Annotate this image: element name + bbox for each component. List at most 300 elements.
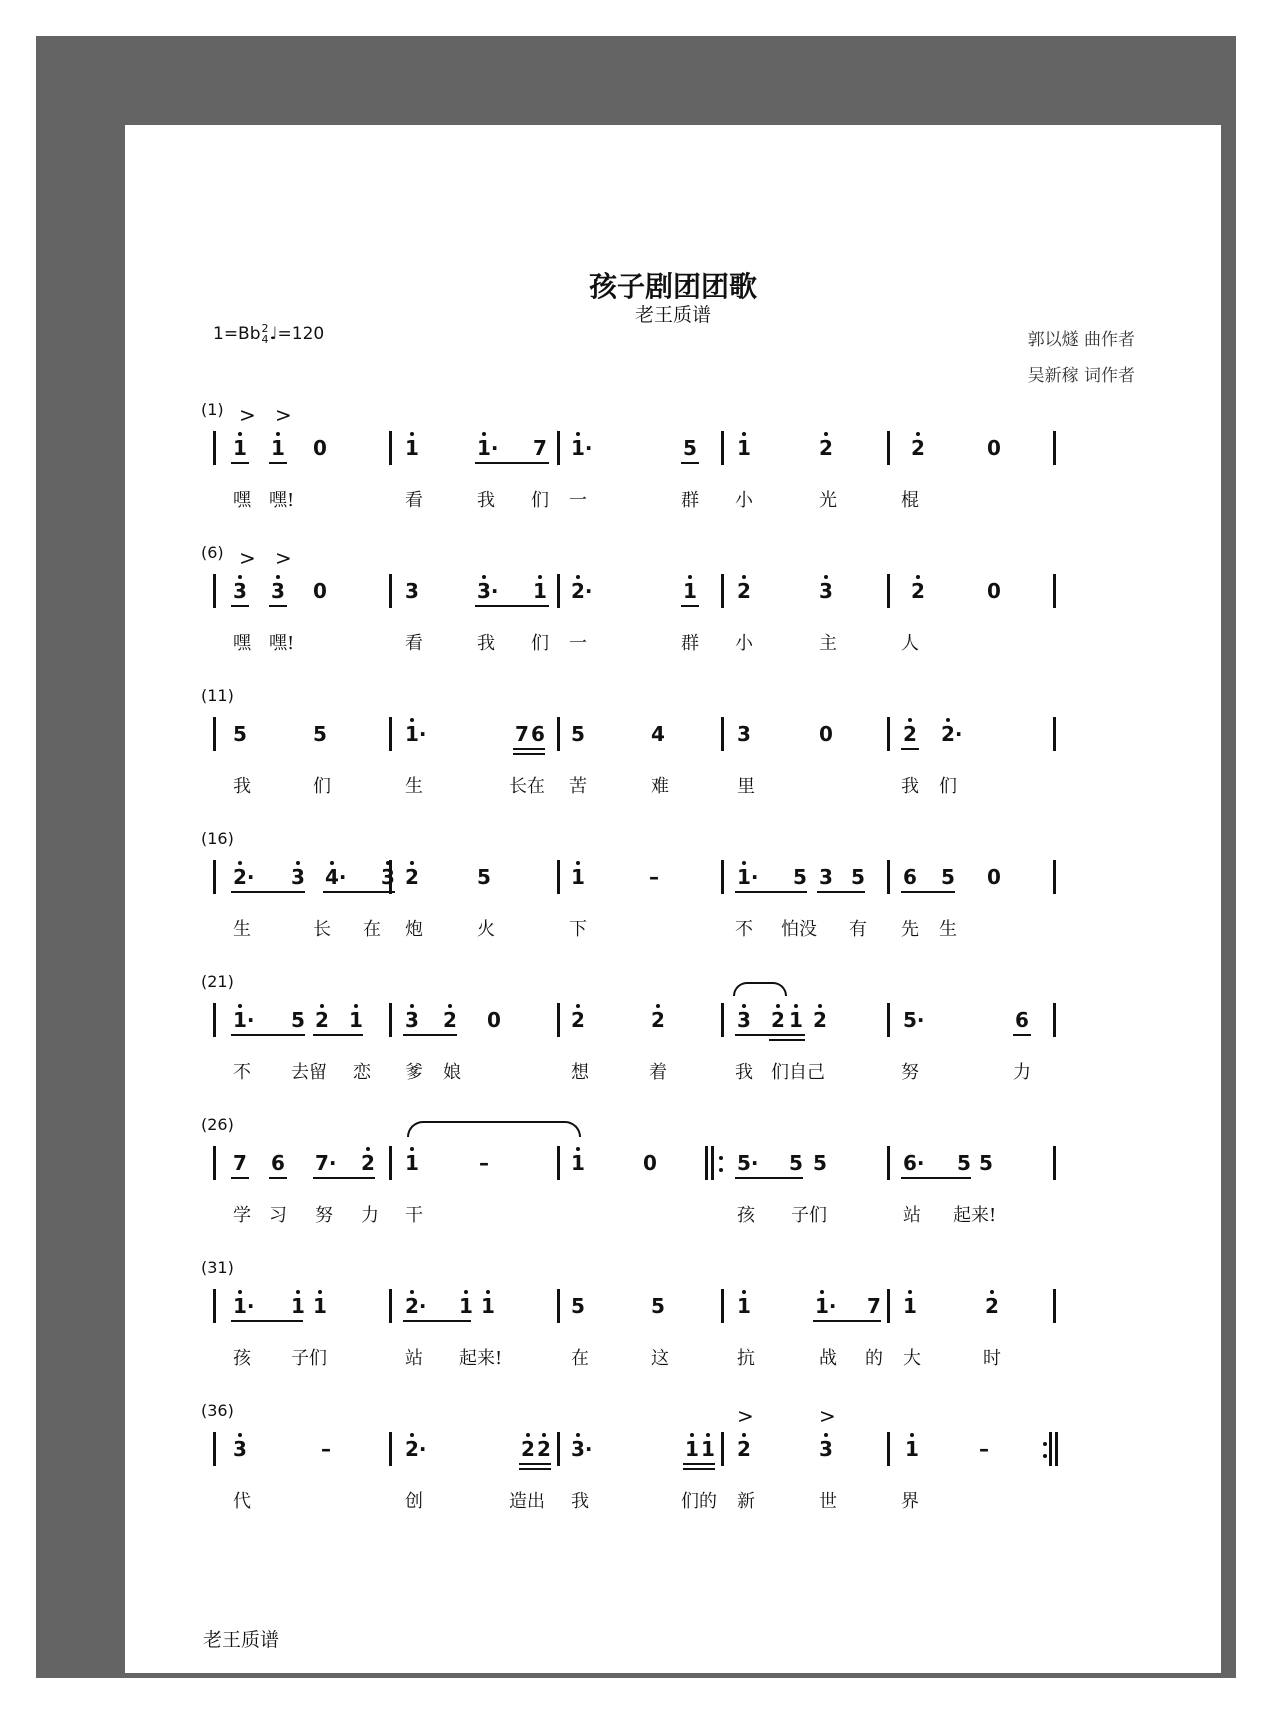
octave-dot bbox=[820, 1290, 824, 1294]
note: 3 bbox=[405, 1008, 419, 1032]
barline bbox=[721, 1003, 724, 1037]
lyric: 这 bbox=[651, 1348, 669, 1369]
note: 5 bbox=[793, 865, 807, 889]
lyric: 力 bbox=[361, 1205, 379, 1226]
note: 3 bbox=[381, 865, 395, 889]
lyric: 群 bbox=[681, 633, 699, 654]
note: 3 bbox=[291, 865, 305, 889]
barline bbox=[213, 1003, 216, 1037]
barline bbox=[213, 860, 216, 894]
note: 4· bbox=[325, 865, 347, 889]
lyric: 习 bbox=[269, 1205, 287, 1226]
barline bbox=[887, 431, 890, 465]
lyric: 们自己 bbox=[771, 1062, 825, 1083]
beam bbox=[513, 753, 545, 755]
lyric: 长 bbox=[313, 919, 331, 940]
lyric: 新 bbox=[737, 1491, 755, 1512]
lyric: 不 bbox=[735, 919, 753, 940]
octave-dot bbox=[238, 1290, 242, 1294]
octave-dot bbox=[794, 1004, 798, 1008]
lyric: 去留 bbox=[291, 1062, 327, 1083]
lyricist-credit: 吴新稼 词作者 bbox=[1027, 366, 1135, 386]
staff-system-3 bbox=[125, 686, 1221, 816]
barline bbox=[721, 717, 724, 751]
lyric: 有 bbox=[849, 919, 867, 940]
octave-dot bbox=[946, 718, 950, 722]
note: 2 bbox=[361, 1151, 375, 1175]
beam bbox=[519, 1463, 551, 1465]
note: 1· bbox=[737, 865, 759, 889]
beam bbox=[475, 462, 549, 464]
barline bbox=[389, 574, 392, 608]
beam bbox=[269, 462, 287, 464]
barline bbox=[557, 1146, 560, 1180]
accent-mark: > bbox=[275, 546, 292, 570]
note: 1 bbox=[481, 1294, 495, 1318]
lyric: 孩 bbox=[737, 1205, 755, 1226]
lyric: 不 bbox=[233, 1062, 251, 1083]
lyric: 们 bbox=[313, 776, 331, 797]
beam bbox=[513, 748, 545, 750]
note: 1· bbox=[477, 436, 499, 460]
note: 2· bbox=[571, 579, 593, 603]
note: 1 bbox=[233, 436, 247, 460]
note: 5 bbox=[233, 722, 247, 746]
barline bbox=[887, 1432, 890, 1466]
octave-dot bbox=[276, 575, 280, 579]
octave-dot bbox=[818, 1004, 822, 1008]
barline bbox=[1053, 717, 1056, 751]
lyric: 我 bbox=[477, 490, 495, 511]
beam bbox=[231, 1320, 303, 1322]
lyric: 小 bbox=[735, 490, 753, 511]
lyric: 起来! bbox=[953, 1205, 997, 1226]
lyric: 难 bbox=[651, 776, 669, 797]
note: 3 bbox=[405, 579, 419, 603]
barline bbox=[887, 1003, 890, 1037]
lyric: 棍 bbox=[901, 490, 919, 511]
note: 2· bbox=[233, 865, 255, 889]
beam bbox=[683, 1468, 715, 1470]
beam bbox=[735, 891, 807, 893]
lyric: 下 bbox=[569, 919, 587, 940]
note: 1 bbox=[349, 1008, 363, 1032]
barline bbox=[213, 1146, 216, 1180]
barline bbox=[1053, 1146, 1056, 1180]
beam bbox=[813, 1320, 881, 1322]
beam bbox=[231, 1177, 249, 1179]
barline bbox=[213, 431, 216, 465]
lyric: 一 bbox=[569, 633, 587, 654]
beam bbox=[475, 605, 549, 607]
octave-dot bbox=[448, 1004, 452, 1008]
lyric: 看 bbox=[405, 490, 423, 511]
octave-dot bbox=[482, 575, 486, 579]
lyric: 着 bbox=[649, 1062, 667, 1083]
octave-dot bbox=[486, 1290, 490, 1294]
note: 2 bbox=[911, 579, 925, 603]
measure-number: (26) bbox=[201, 1115, 234, 1134]
note: 1· bbox=[233, 1294, 255, 1318]
note: 1 bbox=[271, 436, 285, 460]
lyric: 创 bbox=[405, 1491, 423, 1512]
lyric: 在 bbox=[363, 919, 381, 940]
time-denominator: 4 bbox=[261, 333, 269, 346]
lyric: 主 bbox=[819, 633, 837, 654]
octave-dot bbox=[576, 1147, 580, 1151]
barline bbox=[557, 1289, 560, 1323]
beam bbox=[817, 891, 865, 893]
note: 1 bbox=[737, 436, 751, 460]
beam bbox=[231, 462, 249, 464]
note: 3 bbox=[737, 1008, 751, 1032]
note: 5 bbox=[313, 722, 327, 746]
barline bbox=[887, 574, 890, 608]
page-frame bbox=[36, 36, 1236, 1678]
octave-dot bbox=[318, 1290, 322, 1294]
beam bbox=[403, 1320, 471, 1322]
lyric: 大 bbox=[903, 1348, 921, 1369]
octave-dot bbox=[910, 1433, 914, 1437]
barline bbox=[887, 1146, 890, 1180]
octave-dot bbox=[410, 1433, 414, 1437]
note: 7 bbox=[867, 1294, 881, 1318]
note: 3 bbox=[233, 1437, 247, 1461]
barline bbox=[1053, 860, 1056, 894]
barline bbox=[1053, 574, 1056, 608]
note: – bbox=[649, 865, 659, 889]
octave-dot bbox=[296, 1290, 300, 1294]
lyric: 站 bbox=[405, 1348, 423, 1369]
lyric: 干 bbox=[405, 1205, 423, 1226]
lyric: 爹 bbox=[405, 1062, 423, 1083]
lyric: 我 bbox=[233, 776, 251, 797]
barline bbox=[721, 1432, 724, 1466]
note: – bbox=[479, 1151, 489, 1175]
note: 2 bbox=[903, 722, 917, 746]
note: 7· bbox=[315, 1151, 337, 1175]
octave-dot bbox=[776, 1004, 780, 1008]
beam bbox=[769, 1039, 805, 1041]
barline bbox=[1053, 1289, 1056, 1323]
octave-dot bbox=[576, 1433, 580, 1437]
lyric: 的 bbox=[865, 1348, 883, 1369]
octave-dot bbox=[824, 575, 828, 579]
note: 0 bbox=[313, 436, 327, 460]
barline bbox=[557, 574, 560, 608]
note: 0 bbox=[987, 579, 1001, 603]
staff-system-2 bbox=[125, 543, 1221, 673]
note: 3 bbox=[819, 865, 833, 889]
note: 1 bbox=[533, 579, 547, 603]
octave-dot bbox=[742, 1004, 746, 1008]
lyric: 子们 bbox=[791, 1205, 827, 1226]
barline bbox=[557, 717, 560, 751]
lyric: 起来! bbox=[459, 1348, 503, 1369]
barline bbox=[213, 1432, 216, 1466]
barline bbox=[721, 860, 724, 894]
octave-dot bbox=[410, 1290, 414, 1294]
note: 2 bbox=[737, 1437, 751, 1461]
repeat-dot bbox=[719, 1156, 723, 1160]
note: 1 bbox=[405, 1151, 419, 1175]
octave-dot bbox=[410, 1004, 414, 1008]
beam bbox=[269, 1177, 287, 1179]
barline bbox=[389, 1432, 392, 1466]
note: 5· bbox=[903, 1008, 925, 1032]
beam bbox=[901, 1177, 971, 1179]
barline bbox=[389, 1003, 392, 1037]
barline bbox=[557, 1432, 560, 1466]
octave-dot bbox=[410, 861, 414, 865]
octave-dot bbox=[742, 432, 746, 436]
note: 7 bbox=[233, 1151, 247, 1175]
octave-dot bbox=[296, 861, 300, 865]
octave-dot bbox=[410, 432, 414, 436]
lyric: 我 bbox=[477, 633, 495, 654]
lyric: 战 bbox=[819, 1348, 837, 1369]
note: 5 bbox=[683, 436, 697, 460]
note: 2 bbox=[985, 1294, 999, 1318]
note: 1 bbox=[903, 1294, 917, 1318]
accent-mark: > bbox=[819, 1404, 836, 1428]
barline bbox=[721, 431, 724, 465]
beam bbox=[323, 891, 395, 893]
key-tempo-marking bbox=[213, 323, 324, 345]
beam bbox=[1013, 1034, 1031, 1036]
staff-system-6 bbox=[125, 1115, 1221, 1245]
lyric: 一 bbox=[569, 490, 587, 511]
note: 5 bbox=[851, 865, 865, 889]
beam bbox=[231, 605, 249, 607]
beam bbox=[681, 462, 699, 464]
staff-system-8 bbox=[125, 1401, 1221, 1531]
octave-dot bbox=[366, 1147, 370, 1151]
lyric: 世 bbox=[819, 1491, 837, 1512]
octave-dot bbox=[742, 575, 746, 579]
octave-dot bbox=[526, 1433, 530, 1437]
lyric: 小 bbox=[735, 633, 753, 654]
barline bbox=[389, 431, 392, 465]
repeat-dot bbox=[1043, 1454, 1047, 1458]
octave-dot bbox=[908, 1290, 912, 1294]
note: 4 bbox=[651, 722, 665, 746]
beam bbox=[269, 605, 287, 607]
staff-system-7 bbox=[125, 1258, 1221, 1388]
note: 6 bbox=[271, 1151, 285, 1175]
note: 6 bbox=[531, 722, 545, 746]
lyric: 我 bbox=[735, 1062, 753, 1083]
octave-dot bbox=[410, 718, 414, 722]
note: 2 bbox=[819, 436, 833, 460]
note: 0 bbox=[643, 1151, 657, 1175]
note: 3 bbox=[271, 579, 285, 603]
octave-dot bbox=[238, 432, 242, 436]
octave-dot bbox=[742, 1290, 746, 1294]
octave-dot bbox=[576, 1004, 580, 1008]
note: 1 bbox=[685, 1437, 699, 1461]
note: 5 bbox=[477, 865, 491, 889]
octave-dot bbox=[576, 575, 580, 579]
barline bbox=[213, 574, 216, 608]
note: – bbox=[321, 1437, 331, 1461]
note: 5 bbox=[957, 1151, 971, 1175]
lyric: 先 bbox=[901, 919, 919, 940]
beam bbox=[735, 1034, 805, 1036]
lyric: 火 bbox=[477, 919, 495, 940]
beam bbox=[683, 1463, 715, 1465]
note: 2 bbox=[737, 579, 751, 603]
note: 0 bbox=[819, 722, 833, 746]
note: 3 bbox=[819, 1437, 833, 1461]
barline bbox=[1053, 431, 1056, 465]
octave-dot bbox=[908, 718, 912, 722]
note: – bbox=[979, 1437, 989, 1461]
key-signature: 1=Bb bbox=[213, 324, 261, 344]
beam bbox=[519, 1468, 551, 1470]
note: 5 bbox=[789, 1151, 803, 1175]
quarter-note-icon: ♩ bbox=[269, 324, 278, 344]
octave-dot bbox=[824, 1433, 828, 1437]
time-signature bbox=[262, 323, 269, 345]
repeat-dot bbox=[1043, 1442, 1047, 1446]
note: 3 bbox=[737, 722, 751, 746]
lyric: 抗 bbox=[737, 1348, 755, 1369]
accent-mark: > bbox=[239, 403, 256, 427]
octave-dot bbox=[354, 1004, 358, 1008]
repeat-dot bbox=[719, 1168, 723, 1172]
beam bbox=[313, 1177, 375, 1179]
barline bbox=[721, 1289, 724, 1323]
accent-mark: > bbox=[275, 403, 292, 427]
barline bbox=[557, 431, 560, 465]
lyric: 嘿 bbox=[233, 633, 251, 654]
accent-mark: > bbox=[239, 546, 256, 570]
note: 7 bbox=[515, 722, 529, 746]
lyric: 嘿 bbox=[233, 490, 251, 511]
lyric: 光 bbox=[819, 490, 837, 511]
barline bbox=[557, 860, 560, 894]
octave-dot bbox=[706, 1433, 710, 1437]
beam bbox=[313, 1034, 363, 1036]
note: 2 bbox=[405, 865, 419, 889]
beam bbox=[901, 891, 955, 893]
note: 1 bbox=[737, 1294, 751, 1318]
lyric: 怕没 bbox=[781, 919, 817, 940]
note: 1 bbox=[313, 1294, 327, 1318]
note: 5 bbox=[571, 722, 585, 746]
lyric: 我 bbox=[571, 1491, 589, 1512]
octave-dot bbox=[386, 861, 390, 865]
slur bbox=[733, 982, 787, 996]
lyric: 们 bbox=[531, 490, 549, 511]
measure-number: (11) bbox=[201, 686, 234, 705]
barline bbox=[887, 860, 890, 894]
staff-system-1 bbox=[125, 400, 1221, 530]
barline bbox=[389, 1289, 392, 1323]
note: 3· bbox=[477, 579, 499, 603]
note: 2 bbox=[521, 1437, 535, 1461]
lyric: 代 bbox=[233, 1491, 251, 1512]
octave-dot bbox=[410, 1147, 414, 1151]
lyric: 时 bbox=[983, 1348, 1001, 1369]
note: 5 bbox=[571, 1294, 585, 1318]
note: 6 bbox=[1015, 1008, 1029, 1032]
octave-dot bbox=[238, 1004, 242, 1008]
beam bbox=[231, 1034, 305, 1036]
note: 2 bbox=[315, 1008, 329, 1032]
lyric: 我 bbox=[901, 776, 919, 797]
note: 1 bbox=[291, 1294, 305, 1318]
note: 5 bbox=[813, 1151, 827, 1175]
lyric: 们 bbox=[531, 633, 549, 654]
lyric: 长在 bbox=[509, 776, 545, 797]
lyric: 里 bbox=[737, 776, 755, 797]
octave-dot bbox=[482, 432, 486, 436]
note: 7 bbox=[533, 436, 547, 460]
measure-number: (6) bbox=[201, 543, 224, 562]
song-subtitle: 老王质谱 bbox=[634, 304, 711, 326]
note: 3· bbox=[571, 1437, 593, 1461]
note: 2 bbox=[537, 1437, 551, 1461]
octave-dot bbox=[688, 575, 692, 579]
barline bbox=[557, 1003, 560, 1037]
note: 1 bbox=[905, 1437, 919, 1461]
score-sheet bbox=[125, 125, 1221, 1673]
note: 2 bbox=[443, 1008, 457, 1032]
lyric: 看 bbox=[405, 633, 423, 654]
accent-mark: > bbox=[737, 1404, 754, 1428]
lyric: 学 bbox=[233, 1205, 251, 1226]
octave-dot bbox=[330, 861, 334, 865]
octave-dot bbox=[238, 1433, 242, 1437]
octave-dot bbox=[656, 1004, 660, 1008]
note: 2· bbox=[941, 722, 963, 746]
octave-dot bbox=[538, 575, 542, 579]
lyric: 人 bbox=[901, 633, 919, 654]
note: 1 bbox=[789, 1008, 803, 1032]
octave-dot bbox=[464, 1290, 468, 1294]
lyric: 嘿! bbox=[269, 490, 295, 511]
lyric: 恋 bbox=[353, 1062, 371, 1083]
lyric: 界 bbox=[901, 1491, 919, 1512]
note: 2· bbox=[405, 1437, 427, 1461]
octave-dot bbox=[916, 432, 920, 436]
note: 0 bbox=[313, 579, 327, 603]
barline bbox=[213, 717, 216, 751]
barline bbox=[721, 574, 724, 608]
note: 1· bbox=[405, 722, 427, 746]
staff-system-4 bbox=[125, 829, 1221, 959]
lyric: 孩 bbox=[233, 1348, 251, 1369]
octave-dot bbox=[742, 861, 746, 865]
lyric: 生 bbox=[939, 919, 957, 940]
barline bbox=[213, 1289, 216, 1323]
note: 5 bbox=[941, 865, 955, 889]
lyric: 想 bbox=[571, 1062, 589, 1083]
lyric: 群 bbox=[681, 490, 699, 511]
repeat-end-barline bbox=[1049, 1432, 1058, 1466]
lyric: 力 bbox=[1013, 1062, 1031, 1083]
note: 1 bbox=[459, 1294, 473, 1318]
note: 6· bbox=[903, 1151, 925, 1175]
octave-dot bbox=[320, 1004, 324, 1008]
lyric: 生 bbox=[233, 919, 251, 940]
composer-credit: 郭以燧 曲作者 bbox=[1027, 330, 1135, 350]
barline bbox=[389, 1146, 392, 1180]
octave-dot bbox=[742, 1433, 746, 1437]
note: 2 bbox=[571, 1008, 585, 1032]
